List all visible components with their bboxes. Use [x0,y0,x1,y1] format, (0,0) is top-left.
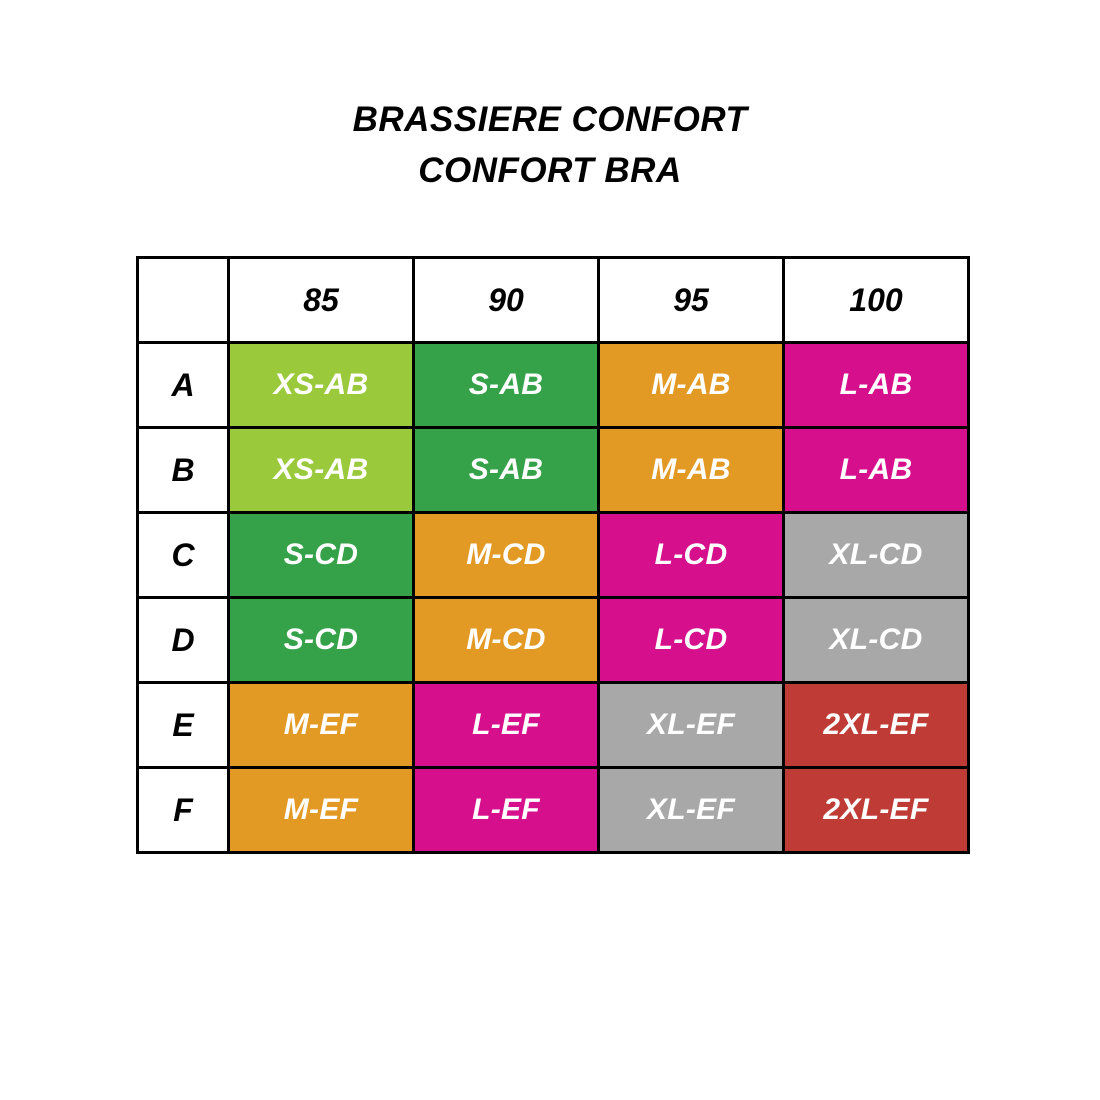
column-header-85: 85 [229,258,414,343]
table-row [138,683,969,768]
table-row [138,768,969,853]
column-header-100: 100 [784,258,969,343]
size-cell: S-CD [229,598,414,683]
table-row [138,343,969,428]
size-cell: XS-AB [229,428,414,513]
size-cell: M-AB [599,428,784,513]
column-header-95: 95 [599,258,784,343]
size-cell: M-EF [229,683,414,768]
row-header-B: B [138,428,229,513]
size-cell: 2XL-EF [784,683,969,768]
size-cell: L-EF [414,768,599,853]
size-cell: XL-EF [599,683,784,768]
size-cell: M-EF [229,768,414,853]
title-line-en: CONFORT BRA [418,150,682,190]
row-header-F: F [138,768,229,853]
size-table [136,256,970,854]
size-cell: S-AB [414,428,599,513]
table-corner-blank [138,258,229,343]
size-cell: M-CD [414,598,599,683]
size-cell: L-AB [784,428,969,513]
row-header-E: E [138,683,229,768]
table-row [138,598,969,683]
size-table-wrapper [136,256,970,854]
size-cell: S-CD [229,513,414,598]
table-row [138,428,969,513]
size-cell: L-AB [784,343,969,428]
row-header-C: C [138,513,229,598]
table-header-row [138,258,969,343]
size-cell: XL-CD [784,513,969,598]
size-cell: M-AB [599,343,784,428]
size-cell: XL-CD [784,598,969,683]
table-row [138,513,969,598]
row-header-D: D [138,598,229,683]
column-header-90: 90 [414,258,599,343]
size-cell: XL-EF [599,768,784,853]
size-cell: M-CD [414,513,599,598]
row-header-A: A [138,343,229,428]
title-line-fr: BRASSIERE CONFORT [352,100,748,139]
size-cell: 2XL-EF [784,768,969,853]
size-cell: XS-AB [229,343,414,428]
page-title [0,95,1100,197]
size-cell: L-CD [599,598,784,683]
size-cell: L-CD [599,513,784,598]
size-cell: S-AB [414,343,599,428]
size-cell: L-EF [414,683,599,768]
